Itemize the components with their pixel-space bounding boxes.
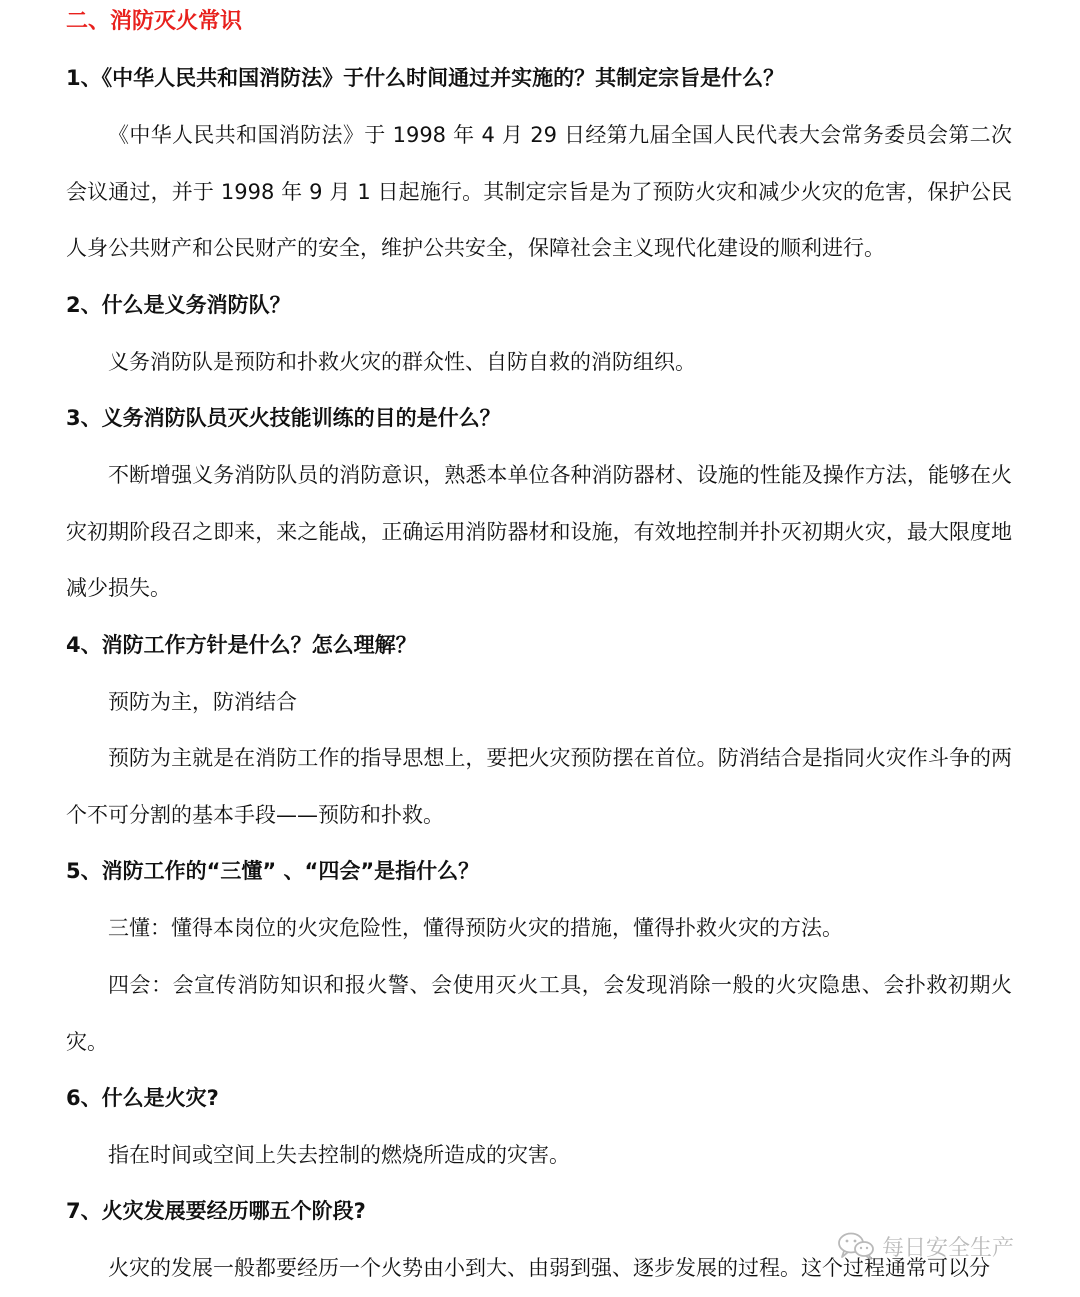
question-3: 3、义务消防队员灭火技能训练的目的是什么？ [66, 406, 501, 430]
answer-4-paragraph-2: 预防为主就是在消防工作的指导思想上，要把火灾预防摆在首位。防消结合是指同火灾作斗争的两个不可分割的基本手段——预防和扑救。 [66, 746, 1012, 827]
question-2: 2、什么是义务消防队？ [66, 293, 291, 317]
answer-2-paragraph-1: 义务消防队是预防和扑救火灾的群众性、自防自救的消防组织。 [108, 350, 696, 374]
section-title: 二、消防灭火常识 [66, 9, 243, 34]
answer-4-paragraph-1: 预防为主，防消结合 [108, 690, 297, 714]
question-5: 5、消防工作的“三懂” 、“四会”是指什么？ [66, 859, 480, 883]
question-1: 1、《中华人民共和国消防法》于什么时间通过并实施的？其制定宗旨是什么？ [66, 66, 785, 90]
question-4: 4、消防工作方针是什么？怎么理解？ [66, 633, 417, 657]
wechat-icon [836, 1231, 876, 1261]
watermark-text: 每日安全生产 [882, 1235, 1015, 1261]
answer-5-paragraph-1: 三懂：懂得本岗位的火灾危险性，懂得预防火灾的措施，懂得扑救火灾的方法。 [108, 916, 843, 940]
answer-1-paragraph-1: 《中华人民共和国消防法》于 1998 年 4 月 29 日经第九届全国人民代表大会常务委员会第二次会议通过，并于 1998 年 9 月 1 日起施行。其制定宗旨是为了预防火灾和减少火灾的危害，保护公民人身公共财产和公民财产的安全，维护公共安全，保障社会主义现代化建设的顺利进行。 [66, 123, 1012, 261]
watermark [836, 1228, 1014, 1264]
answer-5-paragraph-2: 四会：会宣传消防知识和报火警、会使用灭火工具，会发现消除一般的火灾隐患、会扑救初期火灾。 [66, 973, 1012, 1054]
question-6: 6、什么是火灾? [66, 1086, 219, 1110]
answer-6-paragraph-1: 指在时间或空间上失去控制的燃烧所造成的灾害。 [108, 1143, 570, 1167]
answer-3-paragraph-1: 不断增强义务消防队员的消防意识，熟悉本单位各种消防器材、设施的性能及操作方法，能够在火灾初期阶段召之即来，来之能战，正确运用消防器材和设施，有效地控制并扑灭初期火灾，最大限度地减少损失。 [66, 463, 1012, 601]
question-7: 7、火灾发展要经历哪五个阶段? [66, 1199, 366, 1223]
answer-7-paragraph-1: 火灾的发展一般都要经历一个火势由小到大、由弱到强、逐步发展的过程。这个过程通常可以分 [108, 1256, 990, 1280]
